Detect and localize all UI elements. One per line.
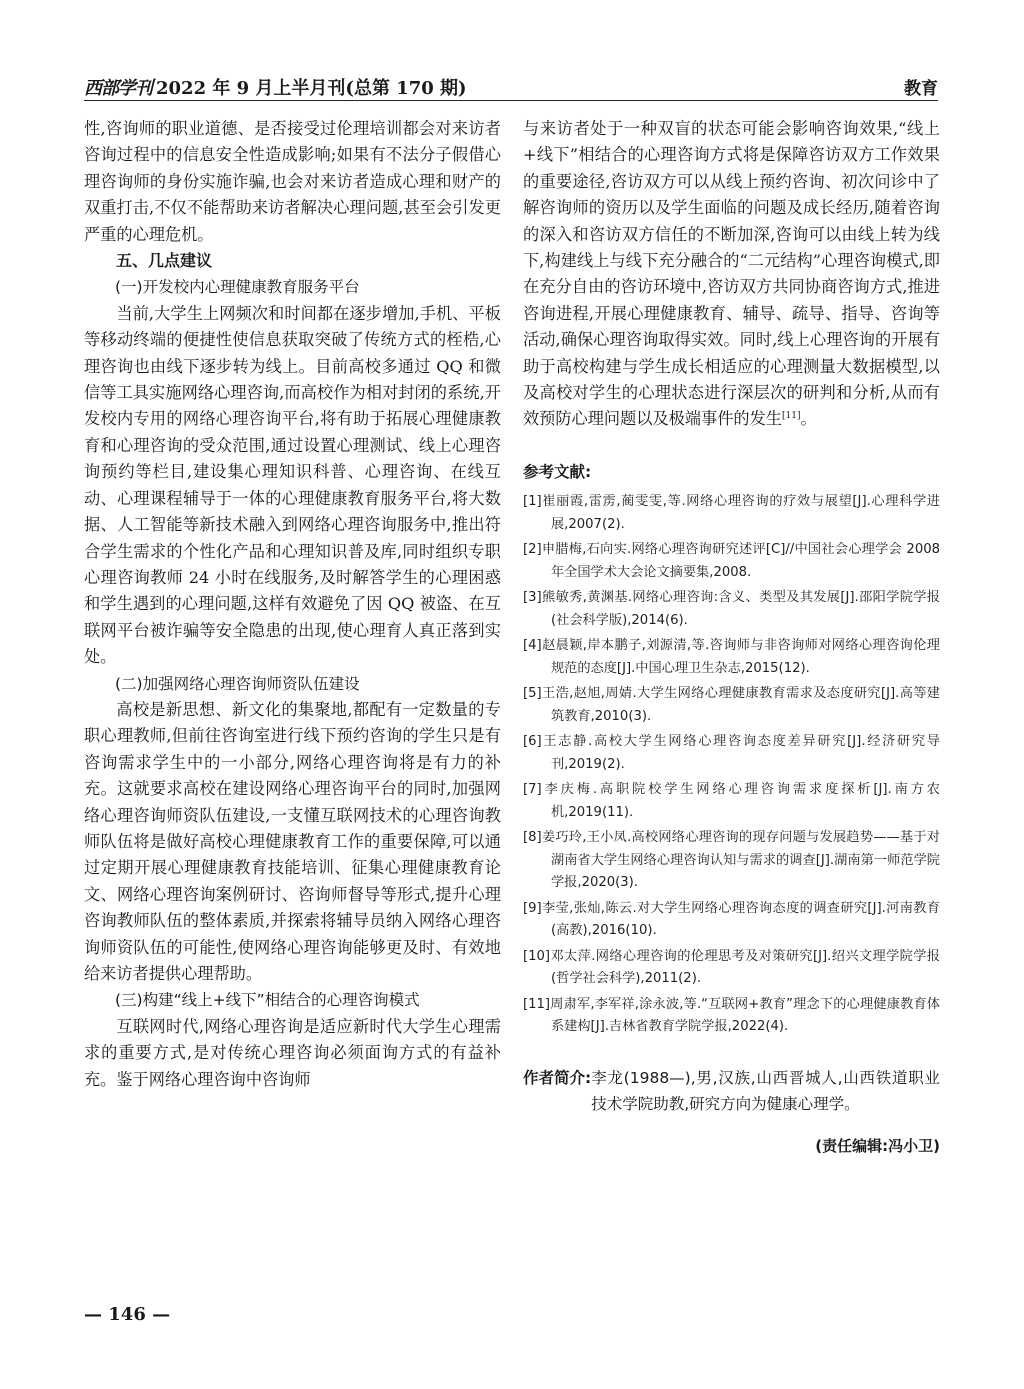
left-column bbox=[84, 116, 501, 1093]
journal-logo: 西部学刊 bbox=[84, 78, 152, 99]
subsection-heading: (三)构建“线上+线下”相结合的心理咨询模式 bbox=[115, 991, 420, 1010]
paragraph-continued bbox=[523, 116, 940, 433]
right-column bbox=[523, 116, 940, 1159]
paragraph-text: 与来访者处于一种双盲的状态可能会影响咨询效果,“线上+线下”相结合的心理咨询方式将是保障咨访双方工作效果的重要途径,咨访双方可以从线上预约咨询、初次问诊中了解咨询师的资历以及学生面临的问题及成长经历,随着咨询的深入和咨访双方信任的不断加深,咨询可以由线上转为线下,构建线上与线下充分融合的“二元结构”心理咨询模式,即在充分自由的咨访环境中,咨访双方共同协商咨询方式,推进咨询进程,开展心理健康教育、辅导、疏导、指导、咨询等活动,确保心理咨询取得实效。同时,线上心理咨询的开展有助于高校构建与学生成长相适应的心理测量大数据模型,以及高校对学生的心理状态进行深层次的研判和分析,从而有效预防心理问题以及极端事件的发生 bbox=[523, 119, 940, 429]
references-title: 参考文献: bbox=[523, 462, 592, 481]
reference-item: [10]邓太萍.网络心理咨询的伦理思考及对策研究[J].绍兴文理学院学报(哲学社会科学),2011(2). bbox=[523, 948, 940, 987]
subsection-heading: (二)加强网络心理咨询师资队伍建设 bbox=[115, 674, 360, 693]
reference-item: [3]熊敏秀,黄渊基.网络心理咨询:含义、类型及其发展[J].邵阳学院学报(社会科学版),2014(6). bbox=[523, 590, 940, 628]
subsection-heading: (一)开发校内心理健康教育服务平台 bbox=[115, 278, 360, 297]
reference-item: [9]李莹,张灿,陈云.对大学生网络心理咨询态度的调查研究[J].河南教育(高教),2016(10). bbox=[523, 900, 940, 939]
author-bio bbox=[523, 1065, 940, 1117]
page-number: — 146 — bbox=[84, 1304, 171, 1325]
reference-item: [1]崔丽霞,雷雳,蔺雯雯,等.网络心理咨询的疗效与展望[J].心理科学进展,2007(2). bbox=[523, 494, 940, 532]
reference-item: [6]王志静.高校大学生网络心理咨询态度差异研究[J].经济研究导刊,2019(2). bbox=[523, 734, 940, 772]
reference-item: [5]王浩,赵旭,周婧.大学生网络心理健康教育需求及态度研究[J].高等建筑教育,2010(3). bbox=[523, 686, 940, 724]
reference-item: [11]周肃军,李军祥,涂永波,等.“互联网+教育”理念下的心理健康教育体系建构[J].吉林省教育学院学报,2022(4). bbox=[523, 996, 940, 1035]
page-header bbox=[84, 74, 938, 100]
body-paragraph: 互联网时代,网络心理咨询是适应新时代大学生心理需求的重要方式,是对传统心理咨询必须面询方式的有益补充。鉴于网络心理咨询中咨询师 bbox=[84, 1016, 501, 1089]
responsible-editor: (责任编辑:冯小卫) bbox=[815, 1136, 940, 1155]
author-bio-text: 李龙(1988—),男,汉族,山西晋城人,山西铁道职业技术学院助教,研究方向为健康心理学。 bbox=[591, 1068, 940, 1113]
citation-mark: [11] bbox=[782, 411, 801, 422]
author-bio-label: 作者简介: bbox=[523, 1068, 592, 1087]
section-heading: 五、几点建议 bbox=[116, 251, 213, 271]
reference-item: [2]申腊梅,石向实.网络心理咨询研究述评[C]//中国社会心理学会 2008 年全国学术大会论文摘要集,2008. bbox=[523, 542, 940, 580]
header-divider bbox=[84, 100, 938, 101]
reference-item: [7]李庆梅.高职院校学生网络心理咨询需求度探析[J].南方农机,2019(11). bbox=[523, 782, 940, 820]
reference-item: [4]赵晨颖,岸本鹏子,刘源清,等.咨询师与非咨询师对网络心理咨询伦理规范的态度[J].中国心理卫生杂志,2015(12). bbox=[523, 638, 940, 676]
paragraph-continued: 性,咨询师的职业道德、是否接受过伦理培训都会对来访者咨询过程中的信息安全性造成影响;如果有不法分子假借心理咨询师的身份实施诈骗,也会对来访者造成心理和财产的双重打击,不仅不能帮助来访者解决心理问题,甚至会引发更严重的心理危机。 bbox=[84, 119, 501, 244]
paragraph-end: 。 bbox=[800, 409, 817, 429]
header-journal-info bbox=[84, 74, 467, 100]
body-paragraph: 高校是新思想、新文化的集聚地,都配有一定数量的专职心理教师,但前往咨询室进行线下预约咨询的学生只是有咨询需求学生中的一小部分,网络心理咨询将是有力的补充。这就要求高校在建设网络心理咨询平台的同时,加强网络心理咨询师资队伍建设,一支懂互联网技术的心理咨询教师队伍将是做好高校心理健康教育工作的重要保障,可以通过定期开展心理健康教育技能培训、征集心理健康教育论文、网络心理咨询案例研讨、咨询师督导等形式,提升心理咨询教师队伍的整体素质,并探索将辅导员纳入网络心理咨询师资队伍的可能性,使网络心理咨询能够更及时、有效地给来访者提供心理帮助。 bbox=[84, 699, 501, 983]
reference-item: [8]姜巧玲,王小凤.高校网络心理咨询的现存问题与发展趋势——基于对湖南省大学生网络心理咨询认知与需求的调查[J].湖南第一师范学院学报,2020(3). bbox=[523, 830, 940, 891]
issue-info: 2022 年 9 月上半月刊(总第 170 期) bbox=[156, 78, 467, 99]
body-paragraph: 当前,大学生上网频次和时间都在逐步增加,手机、平板等移动终端的便捷性使信息获取突破了传统方式的桎梏,心理咨询也由线下逐步转为线上。目前高校多通过 QQ 和微信等工具实施网络心理咨询,而高校作为相对封闭的系统,开发校内专用的网络心理咨询平台,将有助于拓展心理健康教育和心理咨询的受众范围,通过设置心理测试、线上心理咨询预约等栏目,建设集心理知识科普、心理咨询、在线互动、心理课程辅导于一体的心理健康教育服务平台,将大数据、人工智能等新技术融入到网络心理咨询服务中,推出符合学生需求的个性化产品和心理知识普及库,同时组织专职心理咨询教师 24 小时在线服务,及时解答学生的心理困惑和学生遇到的心理问题,这样有效避免了因 QQ 被盗、在互联网平台被诈骗等安全隐患的出现,使心理育人真正落到实处。 bbox=[84, 303, 501, 667]
reference-list bbox=[523, 491, 940, 1039]
section-label: 教育 bbox=[904, 79, 938, 99]
